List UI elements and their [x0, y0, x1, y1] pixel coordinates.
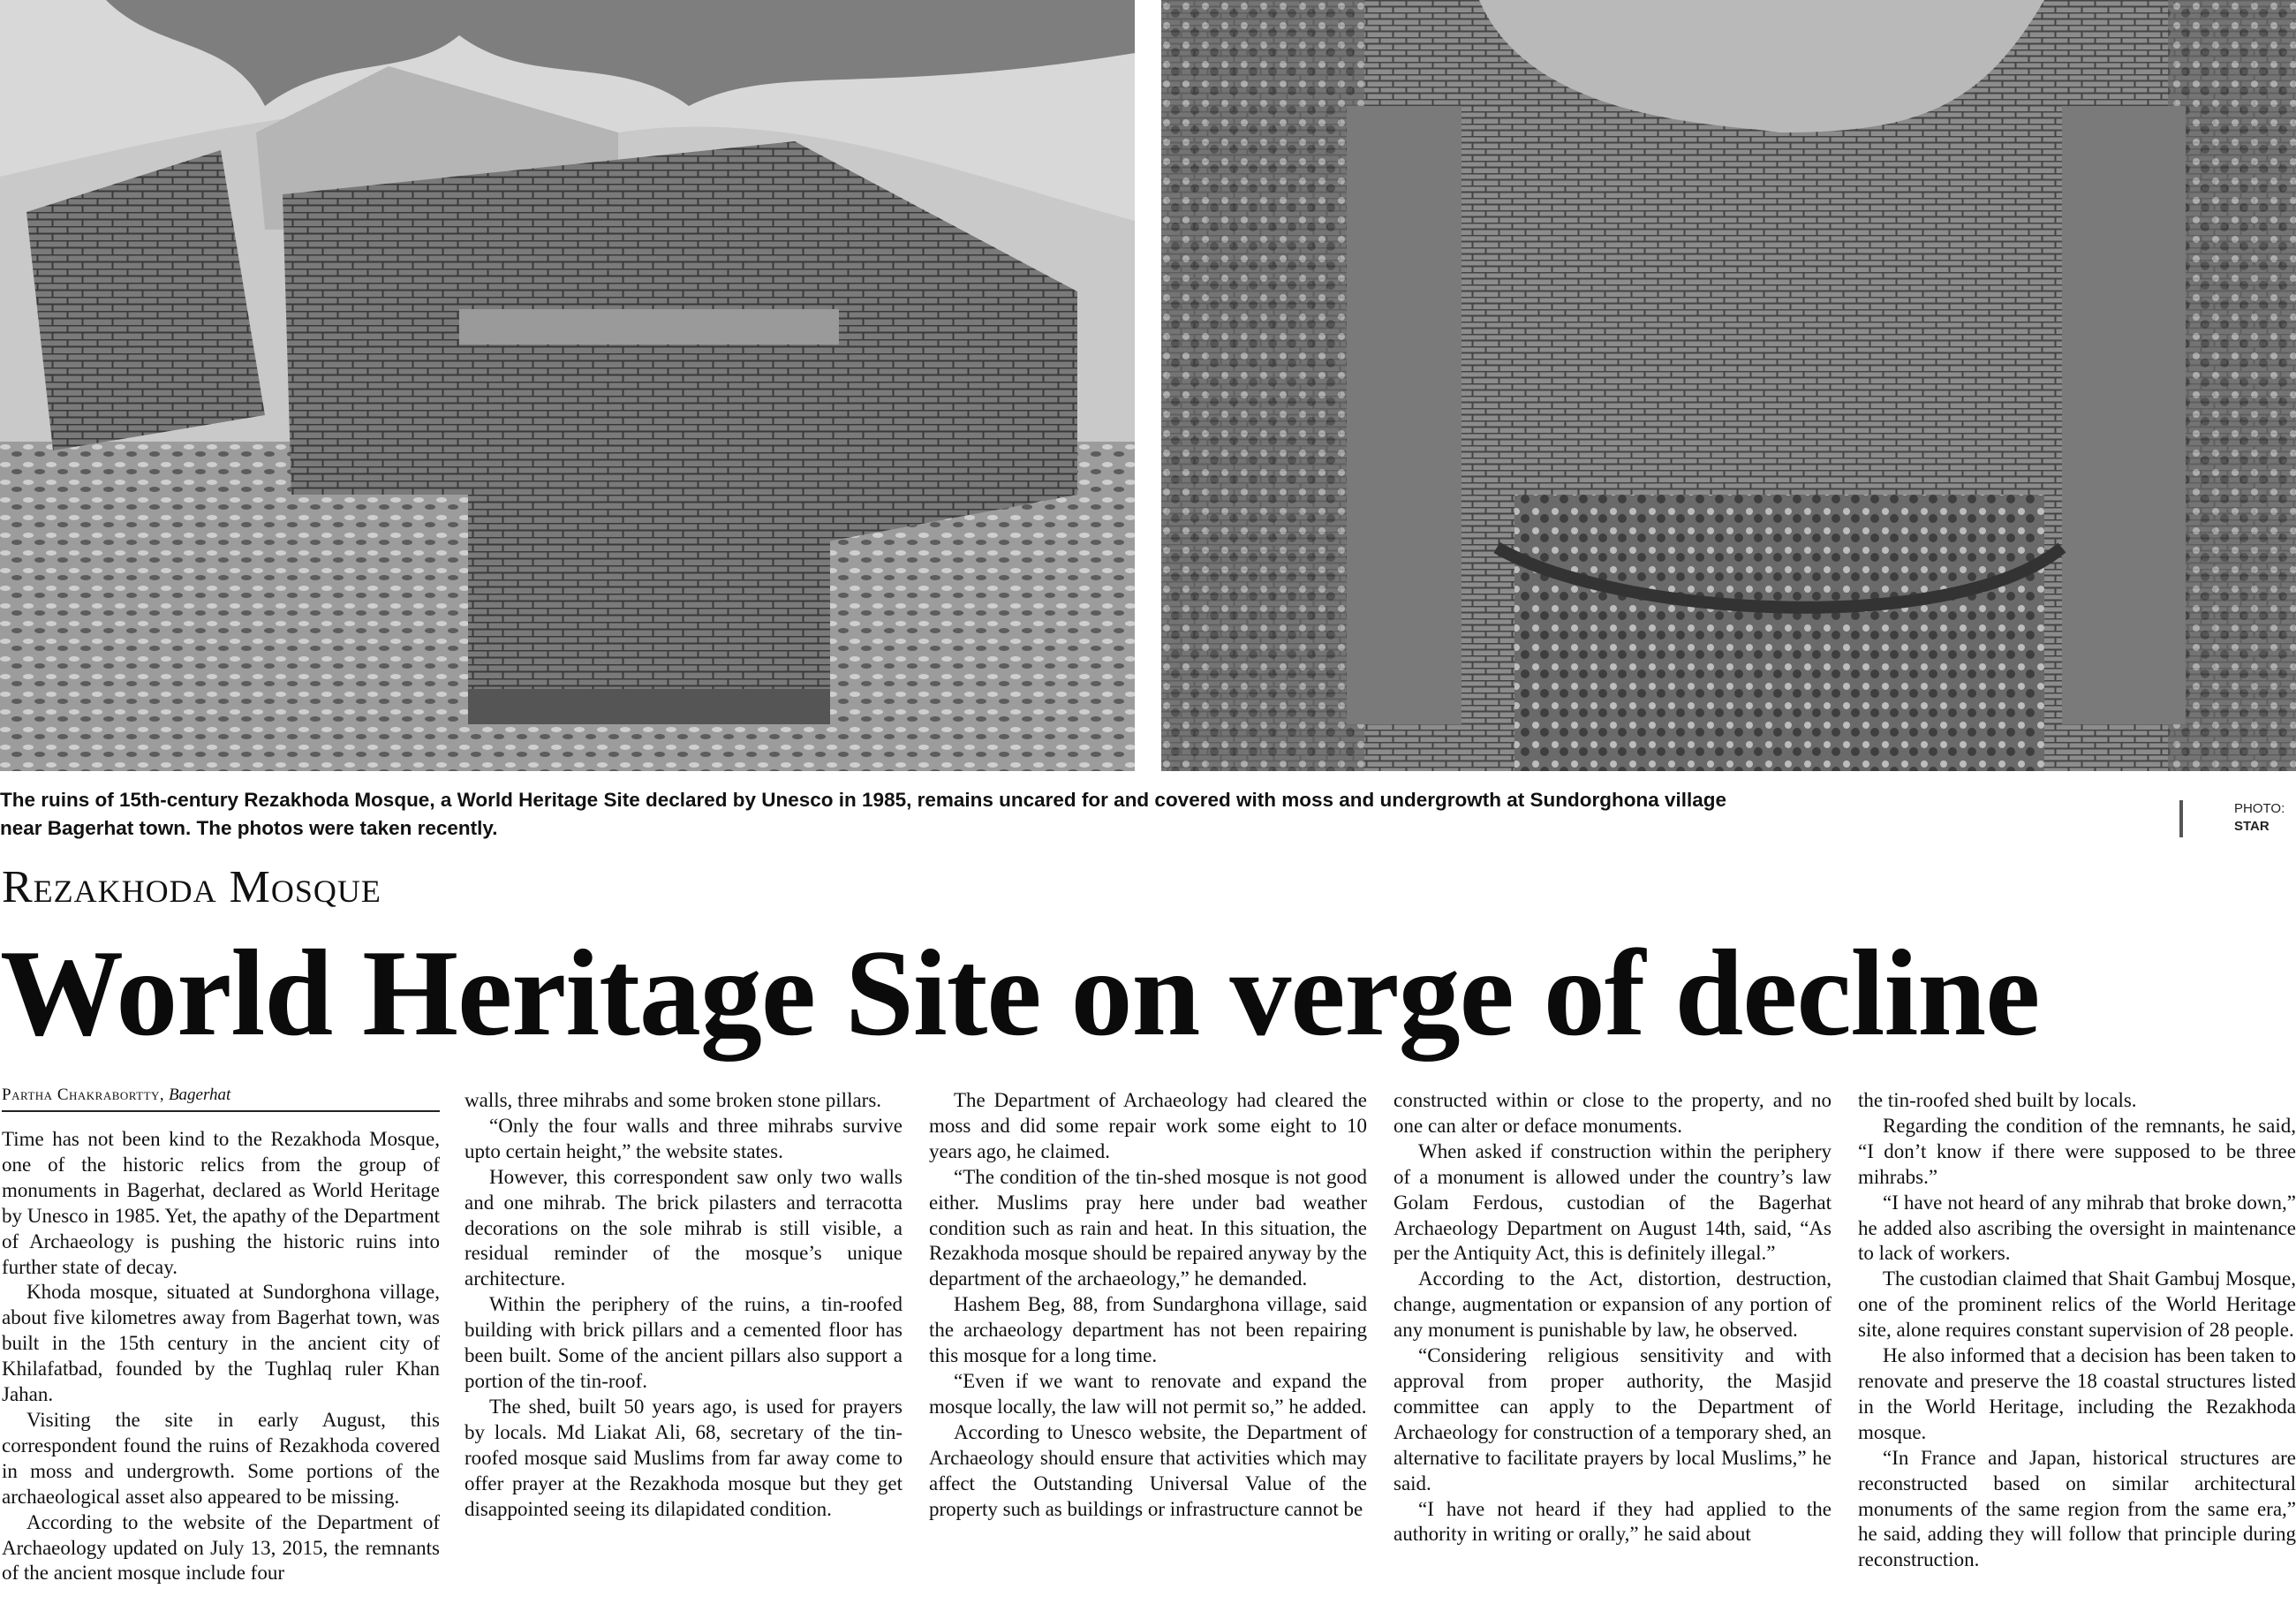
paragraph: “Considering religious sensitivity and with approval from proper authority, the Masjid committee can apply to the Department of Archaeology for construction of a temporary shed, an alternative to facilitate prayers by local Muslims,” he said. [1393, 1344, 1832, 1494]
paragraph: The shed, built 50 years ago, is used for prayers by locals. Md Liakat Ali, 68, secretary of the tin- roofed mosque said Muslims from far away come to offer prayer at the Rezakhoda mosque but they get disappointed seeing its dilapidated condition. [464, 1395, 903, 1520]
paragraph: However, this correspondent saw only two walls and one mihrab. The brick pilasters and terracotta decorations on the sole mihrab is still visible, a residual reminder of the mosque’s unique architecture. [464, 1165, 903, 1290]
article-column-2 [464, 1088, 903, 1522]
credit-divider [2179, 800, 2183, 837]
paragraph: “I have not heard if they had applied to the authority in writing or orally,” he said about [1393, 1497, 1832, 1546]
paragraph: constructed within or close to the property, and no one can alter or deface monuments. [1393, 1089, 1832, 1137]
photo-mosque-exterior [0, 0, 1135, 771]
paragraph: walls, three mihrabs and some broken stone pillars. [464, 1089, 882, 1111]
paragraph: “Even if we want to renovate and expand the mosque locally, the law will not permit so,” he added. [929, 1369, 1367, 1418]
paragraph: When asked if construction within the periphery of a monument is allowed under the country’s law Golam Ferdous, custodian of the Bagerhat Archaeology Department on August 14th, said, “As per the Antiquity Act, this is definitely illegal.” [1393, 1139, 1832, 1265]
article-column-3 [929, 1088, 1367, 1522]
paragraph: “In France and Japan, historical structures are reconstructed based on similar architectural monuments of the same region from the same era,” he said, adding they will follow that principle during reconstruction. [1858, 1446, 2296, 1571]
kicker: Rezakhoda Mosque [2, 862, 381, 912]
paragraph: He also informed that a decision has been taken to renovate and preserve the 18 coastal structures listed in the World Heritage, including the Rezakhoda mosque. [1858, 1344, 2296, 1443]
photo-mosque-interior [1161, 0, 2296, 771]
byline-author: Partha Chakrabortty, [2, 1086, 165, 1104]
paragraph: Khoda mosque, situated at Sundorghona village, about five kilometres away from Bagerhat town, was built in the 15th century in the ancient city of Khilafatbad, founded by the Tughlaq ruler Khan Jahan. [2, 1281, 440, 1406]
paragraph: According to Unesco website, the Department of Archaeology should ensure that activities which may affect the Outstanding Universal Value of the property such as buildings or infrastructure cannot be [929, 1420, 1367, 1520]
paragraph: Hashem Beg, 88, from Sundarghona village, said the archaeology department has not been repairing this mosque for a long time. [929, 1293, 1367, 1367]
photo-mosque-exterior-image [0, 0, 1135, 771]
byline-place: Bagerhat [168, 1086, 231, 1104]
paragraph: “Only the four walls and three mihrabs survive upto certain height,” the website states. [464, 1114, 903, 1162]
paragraph: Within the periphery of the ruins, a tin-roofed building with brick pillars and a cemented floor has been built. Some of the ancient pillars also support a portion of the tin-roof. [464, 1293, 903, 1392]
photo-credit [2234, 800, 2296, 836]
paragraph: “The condition of the tin-shed mosque is not good either. Muslims pray here under bad weather condition such as rain and heat. In this situation, the Rezakhoda mosque should be repaired anyway by the department of the archaeology,” he demanded. [929, 1165, 1367, 1290]
article-column-4 [1393, 1088, 1832, 1547]
paragraph: The custodian claimed that Shait Gambuj Mosque, one of the prominent relics of the World Heritage site, alone requires constant supervision of 28 people. [1858, 1267, 2296, 1342]
paragraph: “I have not heard of any mihrab that broke down,” he added also ascribing the oversight in maintenance to lack of workers. [1858, 1191, 2296, 1265]
article-column-1 [2, 1127, 440, 1586]
paragraph: the tin-roofed shed built by locals. [1858, 1089, 2137, 1111]
paragraph: Regarding the condition of the remnants, he said, “I don’t know if there were supposed to be three mihrabs.” [1858, 1114, 2296, 1188]
photo-caption: The ruins of 15th-century Rezakhoda Mosque, a World Heritage Site declared by Unesco in 1985, remains uncared for and covered with moss and undergrowth at Sundorghona village near Bagerhat town. The photos were taken recently. [0, 789, 1727, 839]
photo-credit-label: PHOTO: [2234, 801, 2285, 816]
paragraph: The Department of Archaeology had cleared the moss and did some repair work some eight to 10 years ago, he claimed. [929, 1089, 1367, 1162]
paragraph: Time has not been kind to the Rezakhoda Mosque, one of the historic relics from the group of monuments in Bagerhat, declared as World Heritage by Unesco in 1985. Yet, the apathy of the Department of Archaeology is pushing the historic ruins into further state of decay. [2, 1128, 440, 1278]
byline [2, 1084, 440, 1112]
paragraph: According to the website of the Department of Archaeology updated on July 13, 2015, the remnants of the ancient mosque include four [2, 1510, 440, 1585]
paragraph: According to the Act, distortion, destruction, change, augmentation or expansion of any portion of any monument is punishable by law, he observed. [1393, 1267, 1832, 1342]
headline: World Heritage Site on verge of decline [0, 925, 2040, 1062]
article-column-5 [1858, 1088, 2296, 1573]
paragraph: Visiting the site in early August, this correspondent found the ruins of Rezakhoda covered in moss and undergrowth. Some portions of the archaeological asset also appeared to be missing. [2, 1408, 440, 1508]
photo-credit-source: STAR [2234, 819, 2270, 834]
photo-mosque-interior-image [1161, 0, 2296, 771]
